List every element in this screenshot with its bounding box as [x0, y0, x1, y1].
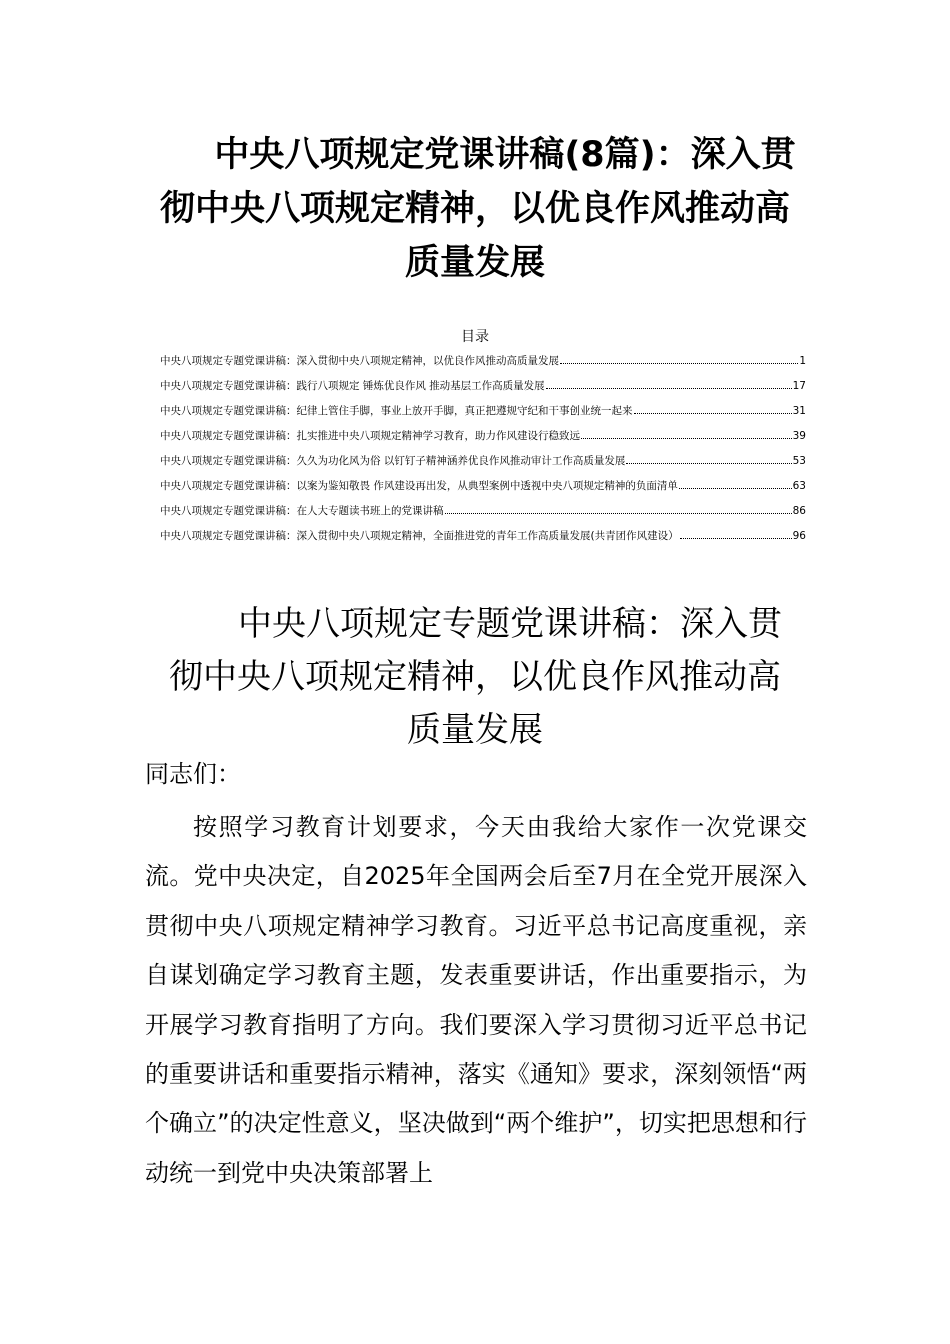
- document-title-line-3: 质量发展: [404, 243, 545, 283]
- toc-entry-page: 53: [792, 455, 806, 467]
- toc-entry-text: 中央八项规定专题党课讲稿：久久为功化风为俗 以钉钉子精神涵养优良作风推动审计工作高质量发展: [160, 455, 626, 467]
- document-title-line-1: 中央八项规定党课讲稿(8篇)：深入贯: [214, 135, 796, 175]
- toc-entry-text: 中央八项规定专题党课讲稿：纪律上管住手脚，事业上放开手脚，真正把遵规守纪和干事创业统一起来: [160, 405, 633, 417]
- toc-entry-text: 中央八项规定专题党课讲稿：深入贯彻中央八项规定精神，以优良作风推动高质量发展: [160, 355, 559, 367]
- toc-entry[interactable]: [160, 376, 806, 401]
- toc-heading: 目录: [461, 329, 489, 345]
- document-title: [150, 128, 800, 290]
- toc-entry[interactable]: [160, 501, 806, 526]
- section-title-line-3: 质量发展: [407, 710, 543, 750]
- section-title: [145, 598, 805, 757]
- toc-entry[interactable]: [160, 426, 806, 451]
- toc-entry[interactable]: [160, 401, 806, 426]
- toc-entry[interactable]: [160, 351, 806, 376]
- table-of-contents: [160, 351, 806, 551]
- toc-dot-leader: [560, 351, 798, 364]
- toc-entry-page: 96: [792, 530, 806, 542]
- toc-dot-leader: [634, 401, 792, 414]
- toc-entry[interactable]: [160, 476, 806, 501]
- document-title-line-2: 彻中央八项规定精神，以优良作风推动高: [159, 189, 790, 229]
- toc-entry-page: 1: [799, 355, 806, 367]
- section-title-line-2: 彻中央八项规定精神，以优良作风推动高: [169, 657, 781, 697]
- toc-entry[interactable]: [160, 526, 806, 551]
- toc-dot-leader: [445, 501, 792, 514]
- toc-entry-text: 中央八项规定专题党课讲稿：践行八项规定 锤炼优良作风 推动基层工作高质量发展: [160, 380, 545, 392]
- toc-entry-text: 中央八项规定专题党课讲稿：在人大专题读书班上的党课讲稿: [160, 505, 444, 517]
- body-paragraph: 按照学习教育计划要求，今天由我给大家作一次党课交流。党中央决定，自2025年全国两会后至7月在全党开展深入贯彻中央八项规定精神学习教育。习近平总书记高度重视，亲自谋划确定学习教育主题，发表重要讲话，作出重要指示，为开展学习教育指明了方向。我们要深入学习贯彻习近平总书记的重要讲话和重要指示精神，落实《通知》要求，深刻领悟“两个确立”的决定性意义，坚决做到“两个维护”，切实把思想和行动统一到党中央决策部署上: [145, 813, 807, 1187]
- toc-dot-leader: [581, 426, 792, 439]
- toc-dot-leader: [546, 376, 792, 389]
- toc-dot-leader: [680, 526, 792, 539]
- section-title-line-1: 中央八项规定专题党课讲稿：深入贯: [238, 604, 782, 644]
- toc-dot-leader: [626, 451, 791, 464]
- toc-entry-text: 中央八项规定专题党课讲稿：扎实推进中央八项规定精神学习教育，助力作风建设行稳致远: [160, 430, 580, 442]
- toc-entry-page: 86: [792, 505, 806, 517]
- toc-entry-page: 31: [792, 405, 806, 417]
- toc-entry-page: 39: [792, 430, 806, 442]
- toc-entry-text: 中央八项规定专题党课讲稿：以案为鉴知敬畏 作风建设再出发，从典型案例中透视中央八项规定精神的负面清单: [160, 480, 678, 492]
- salutation: 同志们：: [145, 760, 241, 788]
- toc-entry-page: 17: [792, 380, 806, 392]
- toc-dot-leader: [679, 476, 792, 489]
- toc-entry-text: 中央八项规定专题党课讲稿：深入贯彻中央八项规定精神，全面推进党的青年工作高质量发展(共青团作风建设）: [160, 530, 679, 542]
- toc-entry[interactable]: [160, 451, 806, 476]
- toc-entry-page: 63: [792, 480, 806, 492]
